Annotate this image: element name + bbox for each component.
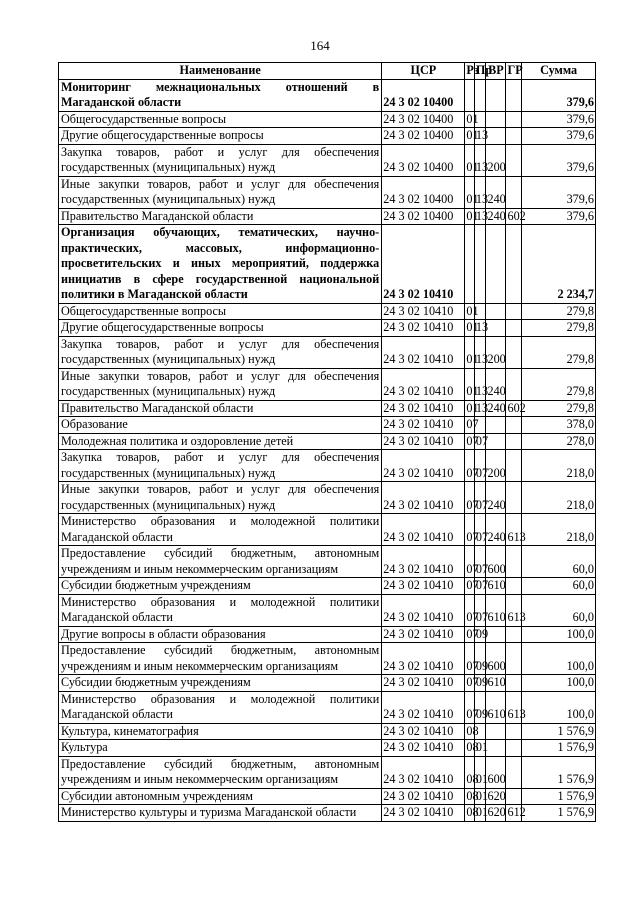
row-csr: 24 3 02 10400	[382, 128, 465, 145]
row-sum: 218,0	[522, 514, 596, 546]
row-gr	[506, 144, 522, 176]
row-gr	[506, 626, 522, 643]
row-csr: 24 3 02 10410	[382, 303, 465, 320]
row-name: Другие вопросы в области образования	[59, 626, 382, 643]
table-row	[59, 417, 596, 434]
row-rz: 08	[465, 756, 474, 788]
table-row	[59, 740, 596, 757]
table-row	[59, 111, 596, 128]
row-sum: 279,8	[522, 400, 596, 417]
row-rz: 07	[465, 514, 474, 546]
row-name: Министерство образования и молодежной политики Магаданской области	[59, 514, 382, 546]
row-pr: 13	[474, 176, 486, 208]
row-rz: 07	[465, 691, 474, 723]
row-gr: 613	[506, 691, 522, 723]
row-pr: 07	[474, 450, 486, 482]
row-vr: 240	[486, 482, 506, 514]
table-row	[59, 546, 596, 578]
row-gr: 613	[506, 514, 522, 546]
row-sum: 60,0	[522, 594, 596, 626]
row-rz: 07	[466, 417, 479, 431]
row-rz: 01	[466, 320, 479, 334]
row-gr	[506, 111, 522, 128]
row-sum: 278,0	[522, 433, 596, 450]
row-name: Министерство образования и молодежной политики Магаданской области	[59, 594, 382, 626]
row-gr	[506, 450, 522, 482]
row-gr	[506, 320, 522, 337]
row-rz: 07	[465, 482, 474, 514]
row-rz: 08	[466, 740, 479, 754]
row-vr: 240	[486, 176, 506, 208]
row-csr: 24 3 02 10410	[382, 691, 465, 723]
row-pr: 13	[475, 128, 489, 142]
row-rz: 07	[465, 643, 474, 675]
table-row	[59, 723, 596, 740]
table-row	[59, 514, 596, 546]
row-rz: 08	[466, 788, 479, 803]
row-csr: 24 3 02 10410	[382, 740, 465, 757]
row-name: Субсидии автономным учреждениям	[59, 788, 382, 805]
row-vr: 240	[486, 368, 506, 400]
row-pr: 13	[475, 400, 489, 415]
row-sum: 1 576,9	[522, 740, 596, 757]
row-name: Культура, кинематография	[59, 723, 382, 740]
header-sum: Сумма	[522, 63, 596, 80]
row-csr: 24 3 02 10410	[382, 594, 465, 626]
row-gr	[506, 756, 522, 788]
row-vr: 200	[486, 336, 506, 368]
row-csr: 24 3 02 10400	[382, 176, 465, 208]
row-name: Закупка товаров, работ и услуг для обеспечения государственных (муниципальных) нужд	[59, 336, 382, 368]
header-csr: ЦСР	[382, 63, 465, 80]
row-name: Закупка товаров, работ и услуг для обеспечения государственных (муниципальных) нужд	[59, 450, 382, 482]
row-vr: 600	[486, 756, 506, 788]
row-csr: 24 3 02 10410	[382, 805, 465, 822]
row-rz: 08	[466, 805, 479, 819]
row-name: Предоставление субсидий бюджетным, автономным учреждениям и иным некоммерческим организациям	[59, 546, 382, 578]
row-rz: 07	[466, 626, 479, 641]
row-csr: 24 3 02 10410	[382, 723, 465, 740]
row-name: Мониторинг межнациональных отношений в Магаданской области	[59, 79, 382, 111]
row-pr: 01	[474, 756, 486, 788]
row-gr	[506, 788, 522, 805]
row-gr	[506, 303, 522, 320]
row-pr: 01	[475, 805, 489, 819]
row-csr: 24 3 02 10410	[382, 514, 465, 546]
row-pr: 09	[474, 643, 486, 675]
table-row	[59, 303, 596, 320]
row-csr: 24 3 02 10410	[382, 626, 465, 643]
row-vr: 200	[486, 450, 506, 482]
row-rz: 01	[466, 111, 479, 126]
row-sum: 378,0	[522, 417, 596, 434]
row-name: Иные закупки товаров, работ и услуг для обеспечения государственных (муниципальных) нужд	[59, 176, 382, 208]
row-pr: 07	[475, 433, 489, 448]
row-name: Предоставление субсидий бюджетным, автономным учреждениям и иным некоммерческим организациям	[59, 643, 382, 675]
row-gr: 602	[507, 400, 526, 415]
row-sum: 279,8	[522, 368, 596, 400]
row-rz: 01	[466, 128, 479, 142]
row-sum: 2 234,7	[522, 225, 596, 304]
table-row	[59, 691, 596, 723]
row-gr	[506, 482, 522, 514]
row-gr	[506, 176, 522, 208]
row-sum: 100,0	[522, 675, 596, 692]
row-vr	[486, 626, 506, 643]
row-gr	[506, 546, 522, 578]
row-sum: 1 576,9	[522, 788, 596, 805]
row-name: Министерство образования и молодежной политики Магаданской области	[59, 691, 382, 723]
row-csr: 24 3 02 10410	[382, 433, 465, 450]
row-sum: 1 576,9	[522, 805, 596, 822]
table-row	[59, 756, 596, 788]
row-csr: 24 3 02 10410	[382, 482, 465, 514]
row-pr: 09	[475, 626, 489, 641]
row-pr: 09	[474, 691, 486, 723]
row-rz	[465, 225, 474, 304]
row-pr	[474, 79, 486, 111]
row-vr: 200	[486, 144, 506, 176]
row-csr: 24 3 02 10400	[382, 144, 465, 176]
row-gr: 613	[506, 594, 522, 626]
row-pr: 07	[474, 482, 486, 514]
row-gr: 602	[507, 208, 526, 223]
row-sum: 218,0	[522, 450, 596, 482]
row-vr	[486, 128, 506, 145]
table-row	[59, 675, 596, 692]
row-vr: 610	[486, 594, 506, 626]
row-name: Общегосударственные вопросы	[59, 111, 382, 128]
row-sum: 379,6	[522, 208, 596, 225]
row-sum: 60,0	[522, 578, 596, 595]
row-gr	[506, 417, 522, 434]
row-vr: 240	[486, 514, 506, 546]
row-vr	[486, 225, 506, 304]
row-pr: 07	[474, 514, 486, 546]
row-csr: 24 3 02 10400	[382, 111, 465, 128]
row-sum: 100,0	[522, 643, 596, 675]
row-csr: 24 3 02 10410	[382, 578, 465, 595]
row-vr	[486, 111, 506, 128]
row-gr	[506, 675, 522, 692]
row-rz: 01	[466, 208, 479, 223]
row-csr: 24 3 02 10410	[382, 400, 465, 417]
row-csr: 24 3 02 10410	[382, 368, 465, 400]
row-gr	[506, 128, 522, 145]
row-csr: 24 3 02 10410	[382, 546, 465, 578]
row-gr: 612	[507, 805, 526, 819]
row-vr: 620	[487, 788, 506, 803]
row-vr	[486, 723, 506, 740]
row-vr	[486, 433, 506, 450]
row-gr	[506, 368, 522, 400]
row-name: Образование	[59, 417, 382, 434]
row-vr: 620	[487, 805, 506, 819]
row-rz: 01	[465, 144, 474, 176]
row-gr	[506, 643, 522, 675]
table-row	[59, 578, 596, 595]
row-vr	[486, 320, 506, 337]
header-rz: Рз	[466, 63, 479, 77]
row-vr: 610	[487, 675, 506, 689]
row-pr: 13	[474, 144, 486, 176]
row-gr	[506, 740, 522, 757]
row-pr: 13	[475, 208, 489, 223]
row-csr: 24 3 02 10410	[382, 336, 465, 368]
table-row	[59, 320, 596, 337]
row-rz: 07	[465, 546, 474, 578]
row-sum: 218,0	[522, 482, 596, 514]
row-vr: 600	[486, 546, 506, 578]
row-name: Культура	[59, 740, 382, 757]
row-gr	[506, 723, 522, 740]
row-name: Предоставление субсидий бюджетным, автономным учреждениям и иным некоммерческим организациям	[59, 756, 382, 788]
row-rz: 07	[465, 450, 474, 482]
table-row	[59, 450, 596, 482]
table-row	[59, 368, 596, 400]
row-pr: 09	[475, 675, 489, 689]
row-csr: 24 3 02 10400	[382, 208, 465, 225]
row-name: Другие общегосударственные вопросы	[59, 320, 382, 337]
row-csr: 24 3 02 10410	[382, 756, 465, 788]
row-sum: 379,6	[522, 128, 596, 145]
row-name: Иные закупки товаров, работ и услуг для обеспечения государственных (муниципальных) нужд	[59, 368, 382, 400]
row-sum: 60,0	[522, 546, 596, 578]
row-vr: 240	[487, 208, 506, 223]
row-name: Общегосударственные вопросы	[59, 303, 382, 320]
row-name: Организация обучающих, тематических, научно-практических, массовых, информационно-просветительских и иных мероприятий, поддержка инициатив в сфере государственной национальной политики в Магаданской области	[59, 225, 382, 304]
row-pr: 01	[475, 740, 489, 754]
table-row	[59, 788, 596, 805]
row-pr: 13	[475, 320, 489, 334]
row-sum: 279,8	[522, 320, 596, 337]
header-vr: ВР	[486, 63, 506, 80]
row-sum: 379,6	[522, 144, 596, 176]
row-sum: 1 576,9	[522, 723, 596, 740]
table-row	[59, 400, 596, 417]
table-row	[59, 626, 596, 643]
table-row	[59, 176, 596, 208]
row-csr: 24 3 02 10410	[382, 225, 465, 304]
table-row	[59, 79, 596, 111]
row-pr: 07	[474, 546, 486, 578]
row-csr: 24 3 02 10400	[382, 79, 465, 111]
row-vr	[486, 303, 506, 320]
table-row	[59, 433, 596, 450]
header-gr: ГР	[507, 63, 523, 77]
row-sum: 1 576,9	[522, 756, 596, 788]
row-name: Иные закупки товаров, работ и услуг для обеспечения государственных (муниципальных) нужд	[59, 482, 382, 514]
row-name: Министерство культуры и туризма Магаданской области	[59, 805, 382, 822]
row-rz: 08	[466, 723, 479, 738]
row-vr	[486, 740, 506, 757]
row-name: Другие общегосударственные вопросы	[59, 128, 382, 145]
row-vr	[486, 417, 506, 434]
row-vr: 240	[487, 400, 506, 415]
row-csr: 24 3 02 10410	[382, 675, 465, 692]
row-pr: 07	[474, 594, 486, 626]
row-vr	[486, 79, 506, 111]
row-gr	[506, 79, 522, 111]
table-header	[59, 63, 596, 80]
table-row	[59, 805, 596, 822]
row-sum: 100,0	[522, 626, 596, 643]
table-row	[59, 594, 596, 626]
row-sum: 379,6	[522, 176, 596, 208]
row-rz: 07	[466, 433, 479, 448]
row-pr: 07	[475, 578, 489, 592]
row-rz: 01	[466, 303, 479, 318]
table-row	[59, 144, 596, 176]
row-gr	[506, 225, 522, 304]
table-row	[59, 336, 596, 368]
page-number: 164	[310, 38, 330, 53]
row-csr: 24 3 02 10410	[382, 788, 465, 805]
row-sum: 279,8	[522, 336, 596, 368]
table-row	[59, 643, 596, 675]
table-row	[59, 208, 596, 225]
row-name: Молодежная политика и оздоровление детей	[59, 433, 382, 450]
row-csr: 24 3 02 10410	[382, 320, 465, 337]
row-csr: 24 3 02 10410	[382, 417, 465, 434]
row-sum: 379,6	[522, 79, 596, 111]
row-rz: 01	[465, 368, 474, 400]
row-name: Правительство Магаданской области	[59, 400, 382, 417]
row-vr: 600	[486, 643, 506, 675]
row-rz	[465, 79, 474, 111]
row-rz: 01	[466, 400, 479, 415]
table-row	[59, 482, 596, 514]
table-row	[59, 128, 596, 145]
header-pr: Пр	[475, 63, 493, 77]
row-name: Закупка товаров, работ и услуг для обеспечения государственных (муниципальных) нужд	[59, 144, 382, 176]
row-pr: 13	[474, 368, 486, 400]
row-rz: 07	[466, 578, 479, 592]
row-rz: 01	[465, 176, 474, 208]
row-gr	[506, 433, 522, 450]
row-name: Правительство Магаданской области	[59, 208, 382, 225]
table-row	[59, 225, 596, 304]
row-name: Субсидии бюджетным учреждениям	[59, 675, 382, 692]
row-csr: 24 3 02 10410	[382, 450, 465, 482]
row-rz: 07	[466, 675, 479, 689]
budget-table	[58, 62, 596, 822]
row-sum: 379,6	[522, 111, 596, 128]
row-sum: 100,0	[522, 691, 596, 723]
row-name: Субсидии бюджетным учреждениям	[59, 578, 382, 595]
row-rz: 01	[465, 336, 474, 368]
row-gr	[506, 578, 522, 595]
header-name: Наименование	[59, 63, 382, 80]
row-pr	[474, 225, 486, 304]
row-vr: 610	[487, 578, 506, 592]
row-rz: 07	[465, 594, 474, 626]
row-gr	[506, 336, 522, 368]
row-pr: 01	[475, 788, 489, 803]
row-csr: 24 3 02 10410	[382, 643, 465, 675]
row-vr: 610	[486, 691, 506, 723]
row-sum: 279,8	[522, 303, 596, 320]
row-pr: 13	[474, 336, 486, 368]
